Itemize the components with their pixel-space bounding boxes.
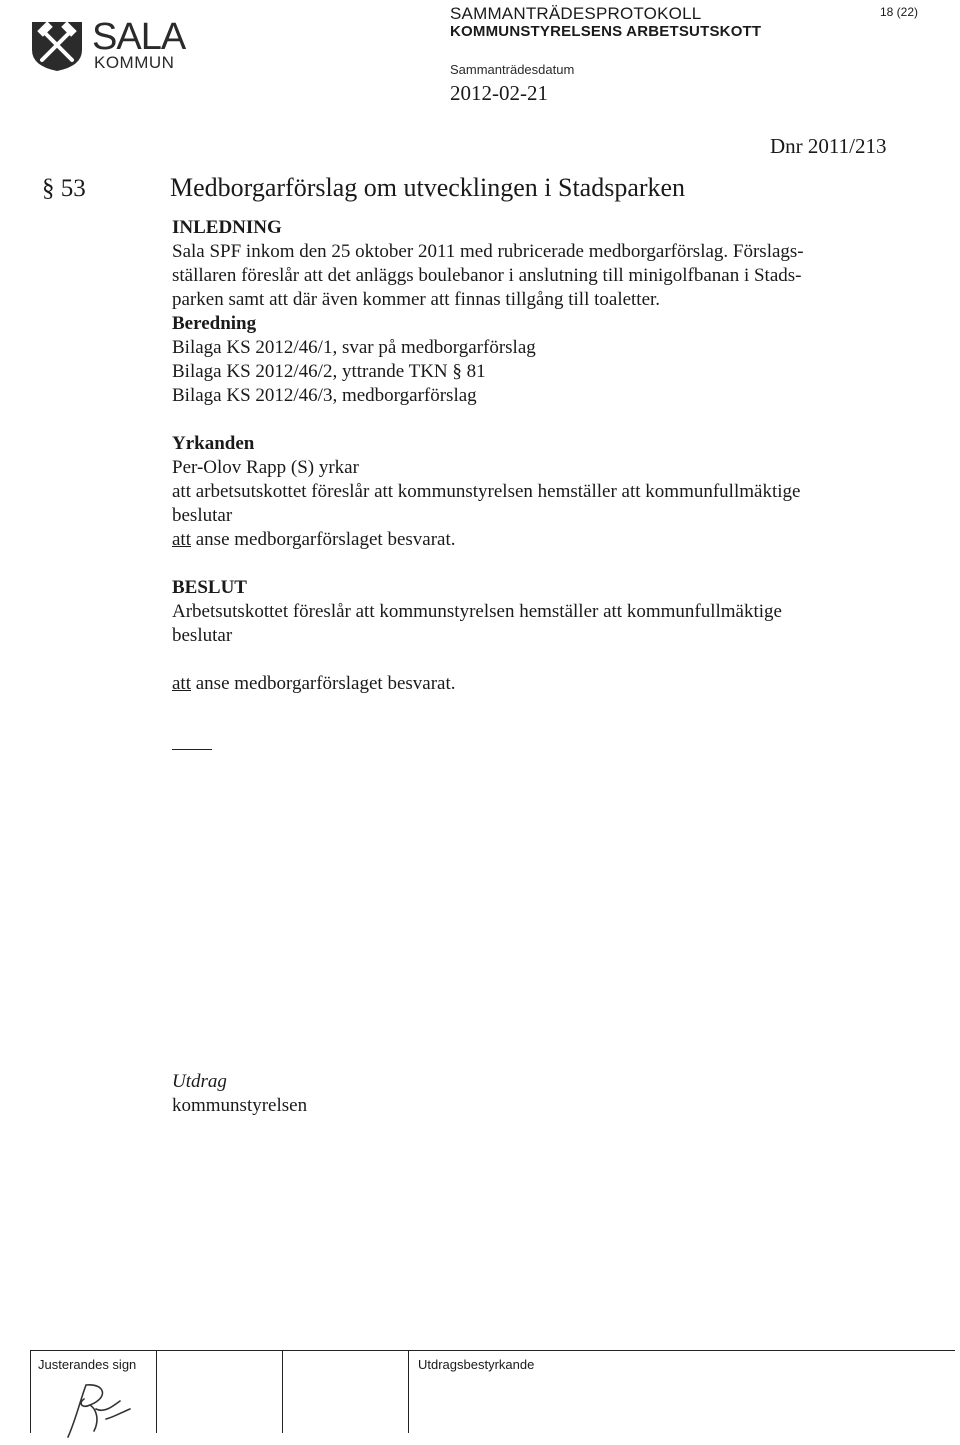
extract-block <box>172 1070 307 1118</box>
meeting-date-label: Sammanträdesdatum <box>450 62 575 77</box>
page-number: 18 (22) <box>880 5 919 19</box>
inledning-line: Sala SPF inkom den 25 oktober 2011 med rubricerade medborgarförslag. Förslags- <box>172 241 804 262</box>
handwritten-signature <box>46 1379 136 1441</box>
table-divider <box>156 1351 157 1433</box>
yrkanden-line <box>172 528 912 552</box>
diary-number: Dnr 2011/213 <box>770 134 887 158</box>
section-number: § 53 <box>42 175 86 202</box>
beslut-heading: BESLUT <box>172 577 247 598</box>
attachment-item: Bilaga KS 2012/46/3, medborgarförslag <box>172 385 477 406</box>
extract-title: Utdrag <box>172 1071 227 1092</box>
inledning-heading: INLEDNING <box>172 217 282 238</box>
table-divider <box>408 1351 409 1433</box>
signature-table <box>30 1350 955 1443</box>
document-type: SAMMANTRÄDESPROTOKOLL <box>450 4 702 23</box>
yrkanden-line: Per-Olov Rapp (S) yrkar <box>172 457 359 478</box>
table-divider <box>282 1351 283 1433</box>
yrkanden-heading: Yrkanden <box>172 433 255 454</box>
yrkanden-line: beslutar <box>172 505 233 526</box>
logo-name: SALA <box>92 16 186 58</box>
beredning-heading: Beredning <box>172 313 257 334</box>
utdragsbestyrkande-label: Utdragsbestyrkande <box>418 1357 535 1372</box>
beslut-line: beslutar <box>172 625 233 646</box>
logo-subtitle: KOMMUN <box>94 53 175 72</box>
beslut-line <box>172 672 912 696</box>
yrkanden-rest: anse medborgarförslaget besvarat. <box>191 529 456 550</box>
inledning-line: ställaren föreslår att det anläggs boulebanor i anslutning till minigolfbanan i Stads- <box>172 265 802 286</box>
table-divider <box>30 1351 31 1433</box>
committee-name: KOMMUNSTYRELSENS ARBETSUTSKOTT <box>450 23 762 40</box>
inledning-line: parken samt att där även kommer att finnas tillgång till toaletter. <box>172 289 661 310</box>
section-end-rule <box>172 749 212 750</box>
section-title: Medborgarförslag om utvecklingen i Stadsparken <box>170 173 686 202</box>
attachment-item: Bilaga KS 2012/46/2, yttrande TKN § 81 <box>172 361 486 382</box>
crossed-hammers-emblem-icon <box>28 16 86 72</box>
beslut-line: Arbetsutskottet föreslår att kommunstyrelsen hemställer att kommunfullmäktige <box>172 601 782 622</box>
section-body <box>172 216 912 696</box>
justerandes-sign-label: Justerandes sign <box>38 1357 137 1372</box>
yrkanden-line: att arbetsutskottet föreslår att kommunstyrelsen hemställer att kommunfullmäktige <box>172 481 801 502</box>
municipality-logo <box>28 6 208 76</box>
extract-recipient: kommunstyrelsen <box>172 1095 308 1116</box>
att-keyword: att <box>172 673 191 694</box>
att-keyword: att <box>172 529 191 550</box>
attachment-item: Bilaga KS 2012/46/1, svar på medborgarförslag <box>172 337 536 358</box>
meeting-date: 2012-02-21 <box>450 81 548 105</box>
beslut-rest: anse medborgarförslaget besvarat. <box>191 673 456 694</box>
